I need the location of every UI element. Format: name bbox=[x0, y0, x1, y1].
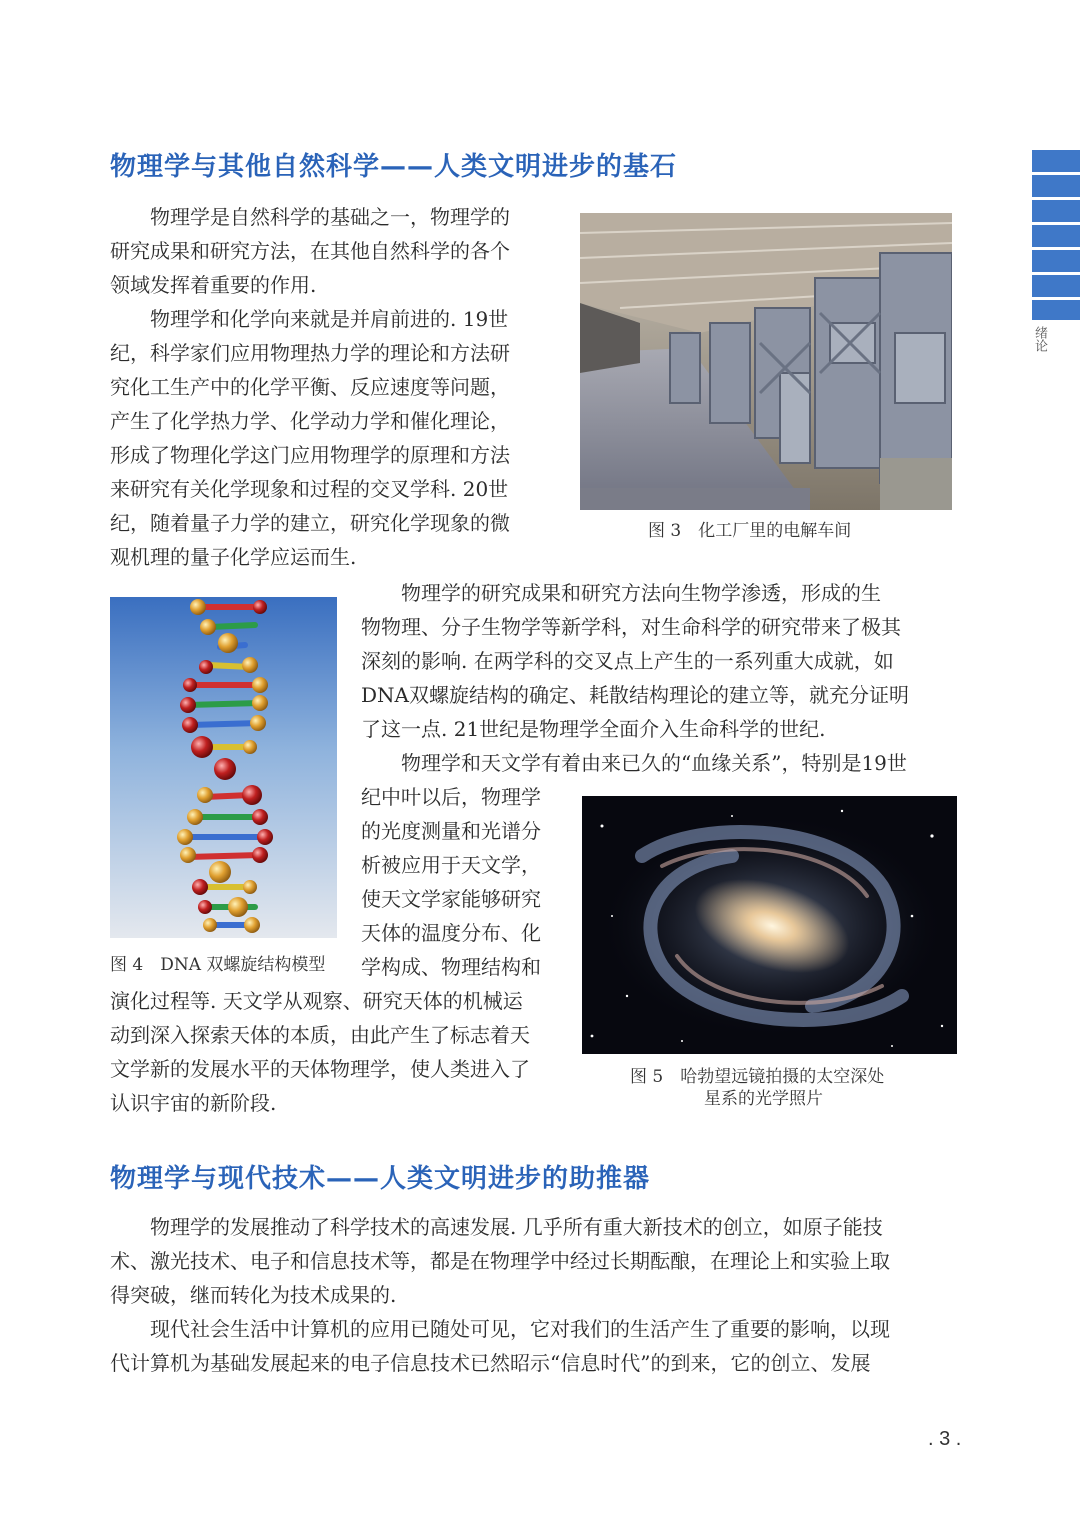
text-line: 代计算机为基础发展起来的电子信息技术已然昭示“信息时代”的到来，它的创立、发展 bbox=[110, 1351, 871, 1375]
text-line: 形成了物理化学这门应用物理学的原理和方法 bbox=[110, 443, 510, 467]
text-line: 研究成果和研究方法，在其他自然科学的各个 bbox=[110, 239, 510, 263]
text-line: 使天文学家能够研究 bbox=[361, 887, 541, 911]
figure-4-caption: 图 4 DNA 双螺旋结构模型 bbox=[110, 955, 326, 975]
paragraph-4-narrow bbox=[361, 780, 557, 984]
text-line: 来研究有关化学现象和过程的交叉学科. 20世 bbox=[110, 477, 509, 501]
text-line: 产生了化学热力学、化学动力学和催化理论， bbox=[110, 409, 510, 433]
text-line: 天体的温度分布、化 bbox=[361, 921, 541, 945]
paragraph-6 bbox=[110, 1312, 958, 1380]
chapter-side-label: 绪论 bbox=[1032, 326, 1047, 352]
text-line: 现代社会生活中计算机的应用已随处可见，它对我们的生活产生了重要的影响，以现 bbox=[150, 1317, 890, 1341]
text-line: 文学新的发展水平的天体物理学，使人类进入了 bbox=[110, 1057, 530, 1081]
text-line: 演化过程等. 天文学从观察、研究天体的机械运 bbox=[110, 989, 523, 1013]
text-line: 物理学的发展推动了科学技术的高速发展. 几乎所有重大新技术的创立，如原子能技 bbox=[150, 1215, 883, 1239]
text-line: 究化工生产中的化学平衡、反应速度等问题， bbox=[110, 375, 510, 399]
text-line: 纪，随着量子力学的建立，研究化学现象的微 bbox=[110, 511, 510, 535]
page-number: . 3 . bbox=[928, 1428, 962, 1450]
paragraph-4-rest bbox=[110, 984, 556, 1120]
side-tab-block bbox=[1032, 275, 1080, 297]
side-tab-block bbox=[1032, 150, 1080, 172]
paragraph-3 bbox=[361, 576, 957, 746]
dna-image bbox=[110, 597, 337, 938]
text-line: 物理学和化学向来就是并肩前进的. 19世 bbox=[150, 307, 509, 331]
text-line: 术、激光技术、电子和信息技术等，都是在物理学中经过长期酝酿，在理论上和实验上取 bbox=[110, 1249, 890, 1273]
paragraph-4-first-line bbox=[361, 746, 957, 780]
figure-5-caption-line-1: 图 5 哈勃望远镜拍摄的太空深处 bbox=[630, 1067, 885, 1087]
text-line: 了这一点. 21世纪是物理学全面介入生命科学的世纪. bbox=[361, 717, 826, 741]
text-line: 学构成、物理结构和 bbox=[361, 955, 541, 979]
text-line: 的光度测量和光谱分 bbox=[361, 819, 541, 843]
side-tab-block bbox=[1032, 200, 1080, 222]
text-line: 认识宇宙的新阶段. bbox=[110, 1091, 277, 1115]
figure-3-caption: 图 3 化工厂里的电解车间 bbox=[648, 521, 852, 541]
paragraph-1 bbox=[110, 200, 554, 302]
side-tab-block bbox=[1032, 175, 1080, 197]
text-line: 纪，科学家们应用物理热力学的理论和方法研 bbox=[110, 341, 510, 365]
side-tab-block bbox=[1032, 300, 1080, 320]
side-tab-block bbox=[1032, 250, 1080, 272]
text-line: 深刻的影响. 在两学科的交叉点上产生的一系列重大成就，如 bbox=[361, 649, 894, 673]
galaxy-image bbox=[582, 796, 957, 1054]
text-line: 析被应用于天文学， bbox=[361, 853, 541, 877]
text-line: DNA双螺旋结构的确定、耗散结构理论的建立等，就充分证明 bbox=[361, 683, 909, 707]
figure-4-dna-model bbox=[110, 597, 337, 938]
text-line: 物理学的研究成果和研究方法向生物学渗透，形成的生 bbox=[401, 581, 881, 605]
figure-5-galaxy-photo bbox=[582, 796, 957, 1054]
text-line: 得突破，继而转化为技术成果的. bbox=[110, 1283, 397, 1307]
paragraph-5 bbox=[110, 1210, 958, 1312]
text-line: 物理学是自然科学的基础之一，物理学的 bbox=[150, 205, 510, 229]
text-line: 观机理的量子化学应运而生. bbox=[110, 545, 357, 569]
side-tab-block bbox=[1032, 225, 1080, 247]
text-line: 物物理、分子生物学等新学科，对生命科学的研究带来了极其 bbox=[361, 615, 901, 639]
text-line: 纪中叶以后，物理学 bbox=[361, 785, 541, 809]
figure-5-caption-line-2: 星系的光学照片 bbox=[704, 1089, 823, 1109]
section-heading-1: 物理学与其他自然科学——人类文明进步的基石 bbox=[110, 152, 678, 182]
text-line: 动到深入探索天体的本质，由此产生了标志着天 bbox=[110, 1023, 530, 1047]
factory-image bbox=[580, 213, 952, 510]
paragraph-2 bbox=[110, 302, 554, 574]
text-line: 领域发挥着重要的作用. bbox=[110, 273, 317, 297]
section-heading-2: 物理学与现代技术——人类文明进步的助推器 bbox=[110, 1164, 651, 1194]
text-line: 物理学和天文学有着由来已久的“血缘关系”，特别是19世 bbox=[401, 751, 907, 775]
figure-3-factory-photo bbox=[580, 213, 952, 510]
